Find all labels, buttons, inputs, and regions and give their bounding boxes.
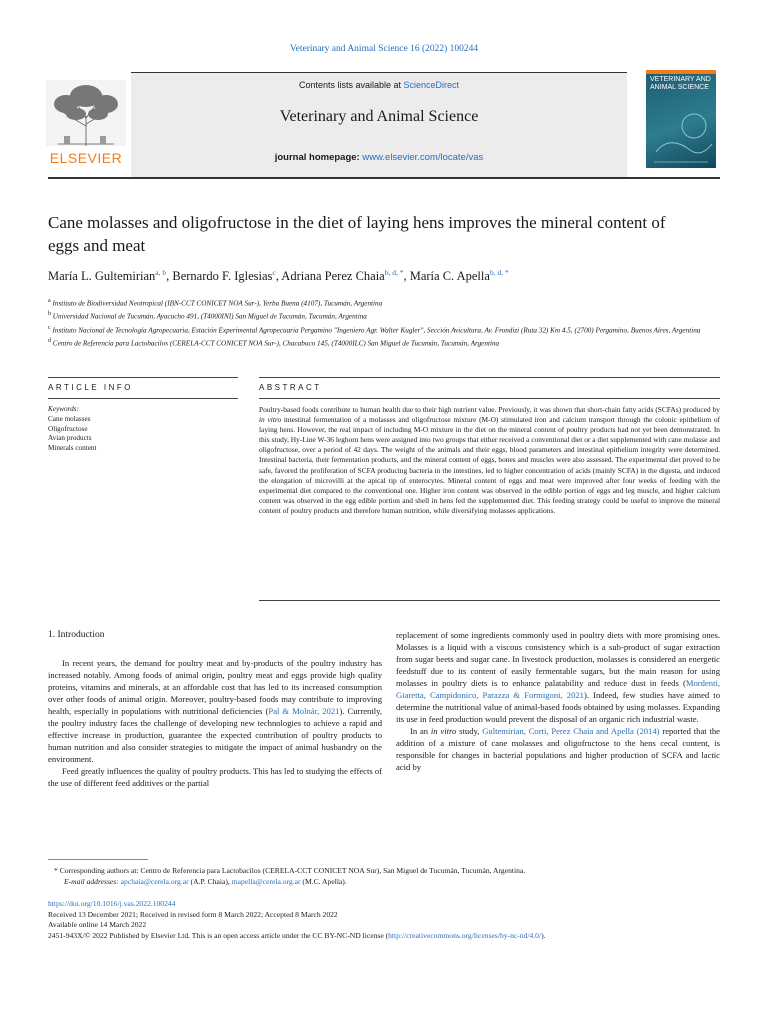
paragraph-text: reported that the addition of a mixture of cane molasses and oligofructose to the hens cecal content, is responsible for changes in bacterial populations and higher production of SCFA and lactic acid by — [396, 726, 720, 772]
license-text: 2451-943X/© 2022 Published by Elsevier Ltd. This is an open access article under the CC BY-NC-ND license ( — [48, 930, 389, 940]
affiliation-marker: b — [48, 311, 51, 318]
author-name: María C. Apella — [409, 269, 490, 284]
received-dates: Received 13 December 2021; Received in revised form 8 March 2022; Accepted 8 March 2022 — [48, 909, 338, 919]
author-affiliation-marker[interactable]: a, b — [155, 268, 167, 277]
author-affiliation-marker[interactable]: b, d, * — [489, 268, 509, 277]
keyword: Oligofructose — [48, 424, 88, 433]
paragraph-text: replacement of some ingredients commonly used in poultry diets with more promising ones. Molasses is a liquid with a viscous consistency which is a sub-product of sugar extraction from sugar beets and sugar cane. In livestock production, molasses is considered an energetic feedstuff due to its content of easily fermentable sugars, but the main reason for using molasses in poultry diets is to enhance palatability and reduce dust in feeds ( — [396, 630, 720, 688]
email-owner: (A.P. Chaia), — [188, 877, 232, 886]
paragraph-text: In recent years, the demand for poultry meat and by-products of the poultry industry has increased notably. Among foods of animal origin, poultry meat and eggs provide high quality proteins, vitamins and minerals, at an affordable cost that has led to its increased consumption over other foods of animal origin. Moreover, poultry-based foods may contribute to improving health, especially in populations with nutritional deficiencies ( — [48, 658, 382, 716]
author-separator: , — [275, 269, 282, 284]
affiliation-marker: c — [48, 324, 51, 331]
author-affiliation-marker[interactable]: b, d, * — [384, 268, 404, 277]
affiliation-marker: a — [48, 298, 51, 304]
abstract-mid-rule — [259, 398, 720, 399]
keyword: Minerals content — [48, 444, 97, 453]
cover-title: VETERINARY AND ANIMAL SCIENCE — [650, 76, 711, 91]
author-affiliation-marker[interactable]: c — [272, 268, 276, 277]
intro-paragraph — [396, 629, 720, 725]
journal-reference[interactable]: Veterinary and Animal Science 16 (2022) 100244 — [289, 44, 479, 54]
author-separator: , — [403, 269, 410, 284]
contents-available — [131, 80, 627, 90]
article-info-mid-rule — [48, 398, 238, 399]
abstract-text — [259, 405, 720, 516]
paragraph-italic: in vitro — [430, 726, 457, 736]
footnote-rule — [48, 859, 148, 860]
body-column-left — [48, 629, 382, 789]
intro-heading: 1. Introduction — [48, 630, 105, 640]
keyword: Avian products — [48, 434, 92, 443]
keyword: Cane molasses — [48, 414, 91, 423]
affiliation-text: Centro de Referencia para Lactobacilos (CERELA-CCT CONICET NOA Sur-), Chacabuco 145, (T4000ILC) San Miguel de Tucumán, Tucumán, Argentina — [52, 339, 500, 348]
citation-link[interactable]: Pal & Molnár, 2021 — [268, 706, 340, 716]
email-link[interactable]: mapella@cerela.org.ar — [231, 877, 301, 886]
homepage-prefix: journal homepage: — [274, 152, 363, 163]
abstract-top-rule — [259, 377, 720, 378]
abstract-bottom-rule — [259, 600, 720, 601]
cover-stripe — [646, 70, 716, 74]
author — [410, 269, 509, 283]
paragraph-text: In an — [410, 726, 431, 736]
author-name: María L. Gultemirian — [48, 269, 156, 284]
author — [172, 269, 281, 283]
intro-paragraph — [48, 657, 382, 765]
author-list — [48, 268, 720, 284]
body-column-right — [396, 629, 720, 773]
citation-link[interactable]: Gultemirian, Corti, Perez Chaia and Apella (2014) — [482, 726, 660, 736]
paragraph-text: study, — [456, 726, 483, 736]
article-info-top-rule — [48, 377, 238, 378]
article-info-heading: ARTICLE INFO — [48, 383, 133, 392]
masthead-bottom-rule — [48, 177, 720, 179]
abstract-part: intestinal fermentation of a molasses and oligofructose mixture (M-O) stimulated iron and calcium transport through the colonic epithelium of laying hens. However, the real impact of including M-O mixture in the diet on the mineral content of poultry products had not yet been demonstrated. In this study, Hy-Line W-36 leghorn hens were assigned into two groups that either received a conventional diet or a diet supplemented with cane molasse and oligofructose, over a period of 42 days. The weight of the animals and their eggs, blood parameters and intestinal epithelium integrity were determined. Intestinal bacteria, their fermentation products, and the mineral content of eggs, bones and muscles were also assessed. The experimental diet proved to be safe, favored the proliferation of SCFA producing bacteria in the intestines, led to higher concentration of acids (mainly SCFA) in the digesta, and induced the elongation of microvilli at the apical tip of enterocytes. Mineral content of eggs and meat were improved after four weeks of feeding with the experimental diet compared to the conventional one. Higher iron content was observed in the edible portion of eggs and leg muscle, and higher calcium content was observed in the egg edible portion and shell in hens fed the supplemented diet. This feeding strategy could be useful to improve the mineral content of poultry products and therefore human nutrition, while diversifying molasses applications. — [259, 415, 720, 515]
email-link[interactable]: apchaia@cerela.org.ar — [120, 877, 189, 886]
abstract-heading: ABSTRACT — [259, 383, 322, 392]
affiliation-text: Instituto Nacional de Tecnología Agropecuaria, Estación Experimental Agropecuaria Pergamino "Ingeniero Agr. Walter Kugler", Sección Avicultura, Av. Frondizi (Ruta 32) Km 4.5, (2700) Pergamino, Buenos Aires, Argentina — [52, 326, 701, 335]
footnotes — [54, 865, 714, 887]
affiliation-text: Universidad Nacional de Tucumán, Ayacucho 491, (T4000INI) San Miguel de Tucumán, Tucumán, Argentina — [52, 312, 367, 321]
license-text: ). — [541, 930, 546, 940]
keywords-block — [48, 405, 238, 454]
available-online: Available online 14 March 2022 — [48, 920, 147, 929]
journal-homepage — [131, 152, 627, 163]
author-name: Bernardo F. Iglesias — [172, 269, 273, 284]
paper-title: Cane molasses and oligofructose in the diet of laying hens improves the mineral content of eggs and meat — [48, 213, 666, 255]
paragraph-text: ). Currently, the poultry industry faces the challenge of developing new technologies to achieve a rapid and effective increase in production, guarantee the expected contribution of poultry products to human nutrition and also consider strategies to mitigate the impact of animal husbandry on the environment. — [48, 706, 383, 764]
journal-title: Veterinary and Animal Science — [279, 108, 479, 125]
author-name: Adriana Perez Chaia — [281, 269, 385, 284]
paragraph-text: ). Indeed, few studies have aimed to determine the nutritional value of animal-based foods obtained by using molasses. Expanding its use in feed production would prevent the disposal of an organic rich industrial waste. — [396, 690, 720, 724]
citation-link[interactable]: Mordenti, Giaretta, Campidonico, Parazza & Formigoni, 2021 — [396, 678, 720, 700]
license-line — [48, 931, 720, 942]
abstract-part: Poultry-based foods contribute to human health due to their high nutrient value. Previously, it was shown that short-chain fatty acids (SCFAs) produced by — [259, 405, 720, 414]
affiliation-list — [48, 296, 720, 350]
affiliation-text: Instituto de Biodiversidad Neotropical (IBN-CCT CONICET NOA Sur-), Yerba Buena (4107), Tucumán, Argentina — [52, 299, 383, 308]
doi-link[interactable]: https://doi.org/10.1016/j.vas.2022.100244 — [48, 899, 176, 908]
affiliation — [48, 296, 720, 309]
homepage-link[interactable]: www.elsevier.com/locate/vas — [362, 152, 484, 163]
email-label: E-mail addresses: — [64, 877, 119, 886]
keywords-label: Keywords: — [48, 405, 79, 413]
affiliation — [48, 336, 720, 349]
contents-prefix: Contents lists available at — [298, 80, 404, 90]
abstract-italic: in vitro — [259, 415, 282, 425]
masthead-top-rule — [131, 72, 627, 73]
author — [48, 269, 172, 283]
affiliation-marker: d — [48, 338, 51, 345]
author-separator: , — [166, 269, 173, 284]
corresponding-author-note: * Corresponding authors at: Centro de Referencia para Lactobacilos (CERELA-CCT CONICET NOA Sur), San Miguel de Tucumán, Tucumán, Argentina. — [54, 866, 526, 875]
article-metadata — [48, 899, 720, 941]
email-note — [54, 876, 714, 887]
intro-paragraph: Feed greatly influences the quality of poultry products. This has led to studying the effects of the use of different feed additives or the partial — [48, 766, 382, 788]
affiliation — [48, 323, 720, 336]
intro-paragraph — [396, 725, 720, 773]
publisher-logo-text: ELSEVIER — [49, 150, 123, 166]
license-link[interactable]: http://creativecommons.org/licenses/by-nc-nd/4.0/ — [388, 930, 542, 940]
email-owner: (M.C. Apella). — [300, 877, 347, 886]
author — [281, 269, 409, 283]
sciencedirect-link[interactable]: ScienceDirect — [403, 80, 460, 90]
affiliation — [48, 309, 720, 322]
